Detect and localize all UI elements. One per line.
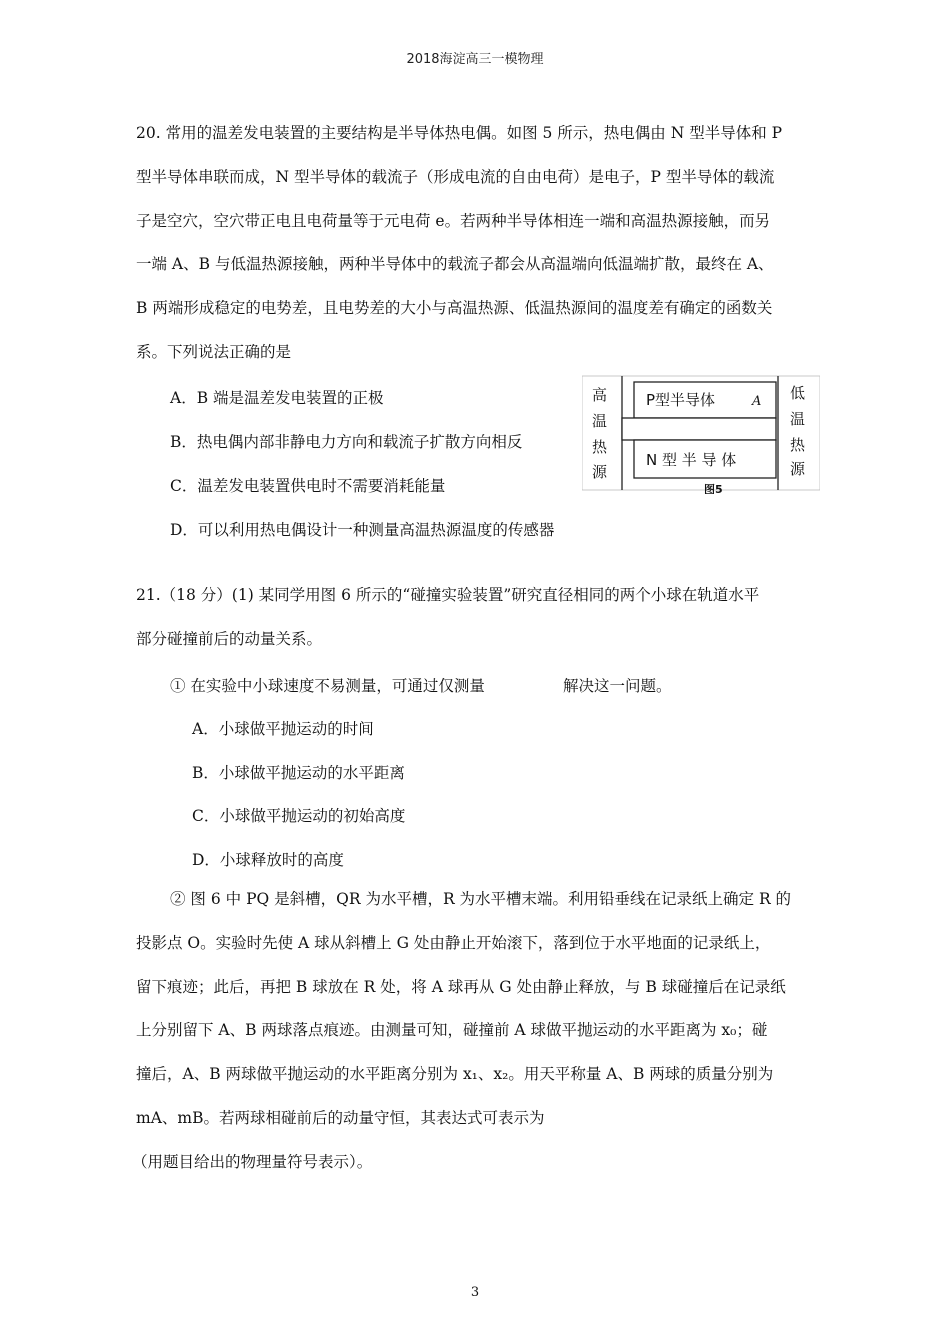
q21-option-d: D．小球释放时的高度: [192, 851, 344, 869]
q20-stem: [136, 112, 816, 375]
fig5-left-label-1: 高: [592, 386, 608, 404]
q20-line: 20. 常用的温差发电装置的主要结构是半导体热电偶。如图 5 所示，热电偶由 N 型半导体和 P: [136, 124, 783, 142]
q21-option-c: C．小球做平抛运动的初始高度: [192, 807, 406, 825]
q20-line: 型半导体串联而成，N 型半导体的载流子（形成电流的自由电荷）是电子，P 型半导体的载流: [136, 167, 775, 186]
fig5-p-type-label: P型半导体: [646, 391, 716, 409]
fig5-right-label-3: 热: [790, 436, 806, 454]
q21-sub1: [170, 674, 671, 696]
figure-5-thermocouple: [582, 374, 820, 494]
fig5-caption: 图5: [704, 483, 723, 494]
q21-sub2: [132, 878, 816, 1185]
q21-sub2-line: 撞后，A、B 两球做平抛运动的水平距离分别为 x₁、x₂。用天平称量 A、B 两球的质量分别为: [136, 1065, 774, 1084]
q21-sub2-line: 上分别留下 A、B 两球落点痕迹。由测量可知，碰撞前 A 球做平抛运动的水平距离为 x₀；碰: [136, 1021, 768, 1040]
q20-option-a: A．B 端是温差发电装置的正极: [170, 389, 384, 407]
page-header: 2018海淀高三一模物理: [406, 52, 544, 67]
q21-sub2-line: （用题目给出的物理量符号表示）。: [132, 1152, 373, 1171]
fig5-right-label-4: 源: [790, 460, 806, 478]
q21-line: 部分碰撞前后的动量关系。: [136, 629, 323, 648]
fig5-a-label: A: [752, 394, 762, 409]
q20-line: B 两端形成稳定的电势差，且电势差的大小与高温热源、低温热源间的温度差有确定的函数关: [136, 299, 773, 318]
q20-option-b: B．热电偶内部非静电力方向和载流子扩散方向相反: [170, 433, 523, 451]
q20-line: 子是空穴，空穴带正电且电荷量等于元电荷 e。若两种半导体相连一端和高温热源接触，而另: [136, 211, 771, 230]
q20-option-c: C．温差发电装置供电时不需要消耗能量: [170, 477, 446, 495]
q20-option-d: D．可以利用热电偶设计一种测量高温热源温度的传感器: [170, 521, 555, 539]
q21-sub2-line: 留下痕迹；此后，再把 B 球放在 R 处，将 A 球再从 G 处由静止释放，与 B 球碰撞后在记录纸: [136, 977, 786, 996]
fig5-n-type-label: N 型 半 导 体: [646, 451, 737, 469]
page-number: 3: [470, 1285, 480, 1300]
fig5-right-label-2: 温: [790, 410, 806, 428]
fig5-left-label-4: 源: [592, 463, 608, 481]
q21-sub1-before: ① 在实验中小球速度不易测量，可通过仅测量: [170, 677, 485, 695]
q21-sub2-line: 投影点 O。实验时先使 A 球从斜槽上 G 处由静止开始滚下，落到位于水平地面的记录纸上，: [136, 933, 771, 952]
q21-option-b: B．小球做平抛运动的水平距离: [192, 764, 405, 782]
q21-option-a: A．小球做平抛运动的时间: [192, 720, 374, 738]
q20-line: 系。下列说法正确的是: [136, 342, 292, 361]
q21-line: 21.（18 分）(1) 某同学用图 6 所示的“碰撞实验装置”研究直径相同的两个小球在轨道水平: [136, 586, 760, 604]
q21-sub2-line: ② 图 6 中 PQ 是斜槽，QR 为水平槽，R 为水平槽末端。利用铅垂线在记录纸上确定 R 的: [170, 890, 792, 908]
fig5-left-label-2: 温: [592, 412, 608, 430]
q21-sub1-after: 解决这一问题。: [562, 677, 672, 695]
q21-stem: [136, 574, 816, 662]
fig5-left-label-3: 热: [592, 438, 608, 456]
q21-sub2-line: mA、mB。若两球相碰前后的动量守恒，其表达式可表示为: [136, 1108, 545, 1127]
q20-line: 一端 A、B 与低温热源接触，两种半导体中的载流子都会从高温端向低温端扩散，最终在 A、: [136, 255, 774, 274]
fig5-right-label-1: 低: [790, 384, 806, 402]
